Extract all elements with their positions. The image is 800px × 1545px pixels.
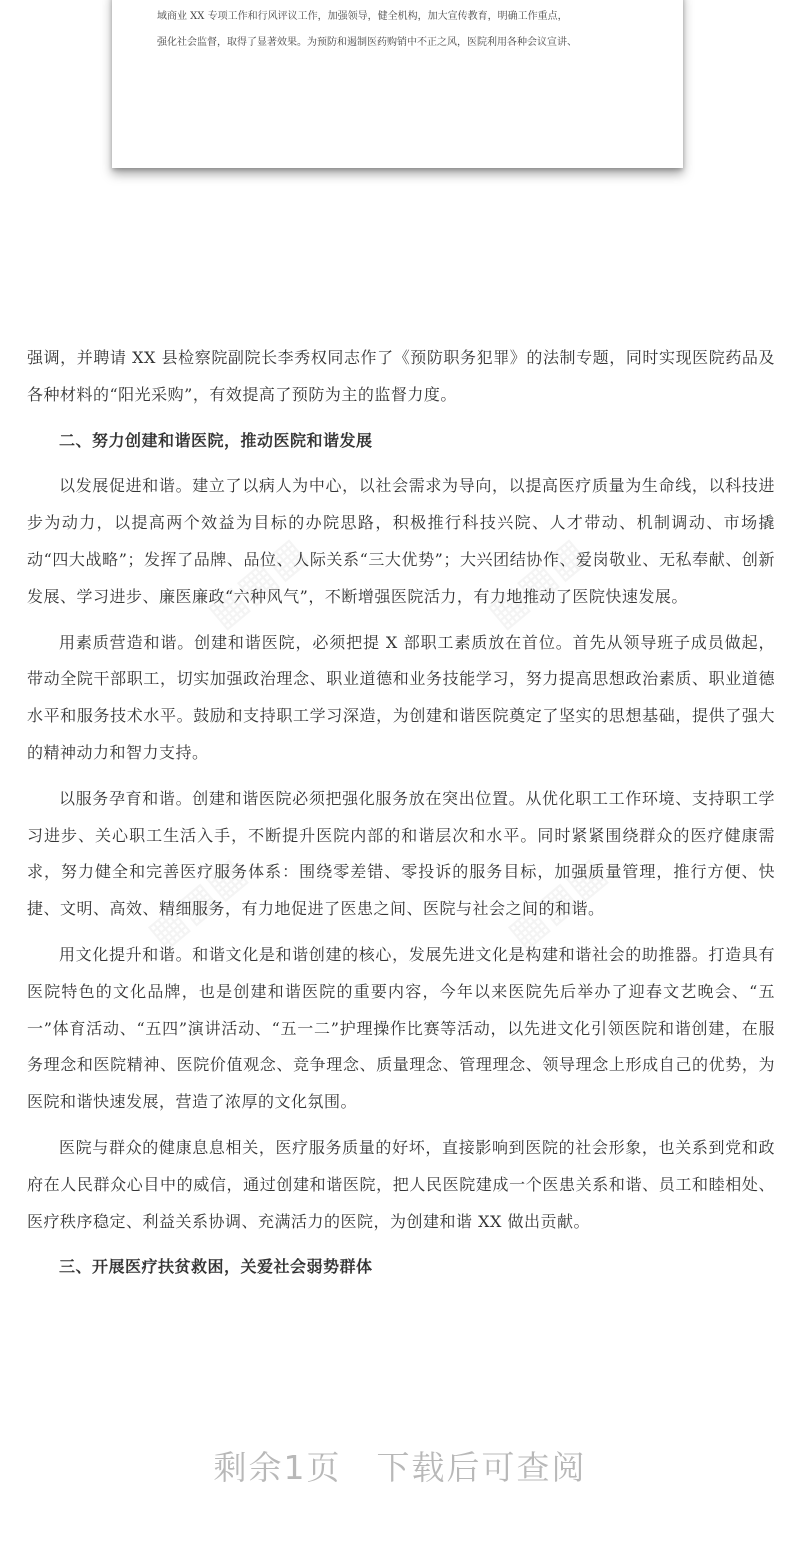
paragraph-culture: 用文化提升和谐。和谐文化是和谐创建的核心，发展先进文化是构建和谐社会的助推器。打造具有医院特色的文化品牌，也是创建和谐医院的重要内容，今年以来医院先后举办了迎春文艺晚会、“五一”体育活动、“五四”演讲活动、“五一二”护理操作比赛等活动，以先进文化引领医院和谐创建，在服务理念和医院精神、医院价值观念、竞争理念、质量理念、管理理念、领导理念上形成自己的优势，为医院和谐快速发展，营造了浓厚的文化氛围。	[27, 944, 775, 1112]
preview-line-2: 强化社会监督，取得了显著效果。为预防和遏制医药购销中不正之风，医院利用各种会议宣讲、	[157, 37, 577, 48]
download-more-prompt[interactable]: 剩余1页 下载后可查阅	[213, 1448, 587, 1487]
paragraph-continuation: 强调，并聘请 XX 县检察院副院长李秀权同志作了《预防职务犯罪》的法制专题，同时实现医院药品及各种材料的“阳光采购”，有效提高了预防为主的监督力度。	[27, 348, 775, 404]
paragraph-service: 以服务孕育和谐。创建和谐医院必须把强化服务放在突出位置。从优化职工工作环境、支持职工学习进步、关心职工生活入手，不断提升医院内部的和谐层次和水平。同时紧紧围绕群众的医疗健康需求，努力健全和完善医疗服务体系：围绕零差错、零投诉的服务目标，加强质量管理，推行方便、快捷、文明、高效、精细服务，有力地促进了医患之间、医院与社会之间的和谐。	[27, 788, 775, 919]
paragraph-health: 医院与群众的健康息息相关，医疗服务质量的好坏，直接影响到医院的社会形象，也关系到党和政府在人民群众心目中的威信，通过创建和谐医院，把人民医院建成一个医患关系和谐、员工和睦相处、医疗秩序稳定、利益关系协调、充满活力的医院，为创建和谐 XX 做出贡献。	[27, 1137, 775, 1231]
preview-line-1: 域商业 XX 专项工作和行风评议工作，加强领导，健全机构，加大宣传教育，明确工作重点，	[157, 11, 568, 22]
preview-page-card	[112, 0, 683, 168]
section-heading-3: 三、开展医疗扶贫救困，关爱社会弱势群体	[59, 1257, 373, 1277]
section-heading-2: 二、努力创建和谐医院，推动医院和谐发展	[59, 430, 373, 450]
document-body	[27, 340, 775, 1295]
paragraph-quality: 用素质营造和谐。创建和谐医院，必须把提 X 部职工素质放在首位。首先从领导班子成员做起，带动全院干部职工，切实加强政治理念、职业道德和业务技能学习，努力提高思想政治素质、职业道德水平和服务技术水平。鼓励和支持职工学习深造，为创建和谐医院奠定了坚实的思想基础，提供了强大的精神动力和智力支持。	[27, 632, 775, 762]
paragraph-development: 以发展促进和谐。建立了以病人为中心，以社会需求为导向，以提高医疗质量为生命线，以科技进步为动力，以提高两个效益为目标的办院思路，积极推行科技兴院、人才带动、机制调动、市场撬动“四大战略”；发挥了品牌、品位、人际关系“三大优势”；大兴团结协作、爱岗敬业、无私奉献、创新发展、学习进步、廉医廉政“六种风气”，不断增强医院活力，有力地推动了医院快速发展。	[27, 476, 775, 606]
